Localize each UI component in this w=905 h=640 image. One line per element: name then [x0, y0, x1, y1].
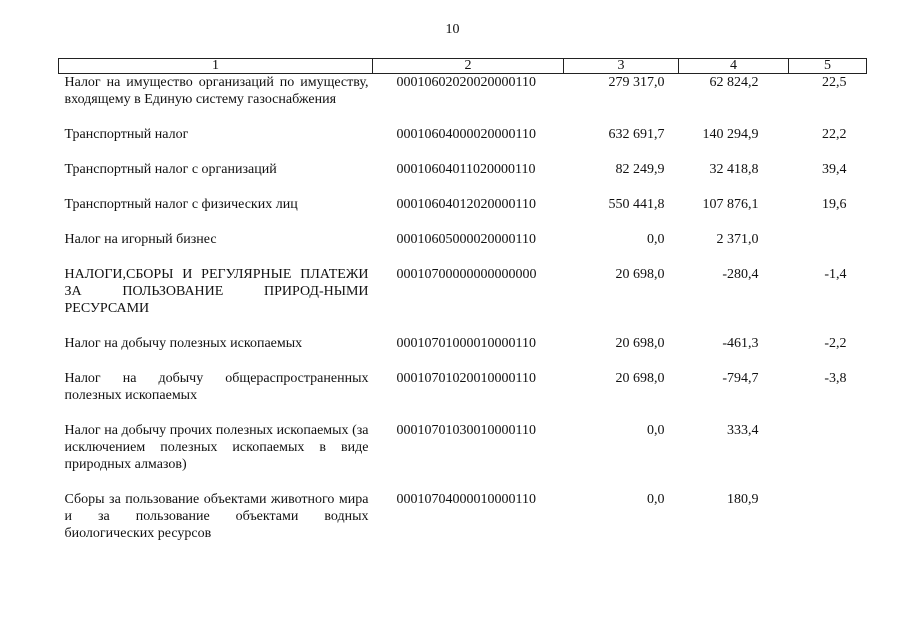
- column-header-5: 5: [789, 59, 867, 74]
- row-col5: -1,4: [824, 267, 847, 282]
- row-col4: 107 876,1: [702, 197, 759, 212]
- row-name: Транспортный налог с организаций: [64, 162, 277, 177]
- column-header-2: 2: [373, 59, 564, 74]
- row-code: 00010701030010000110: [396, 423, 536, 438]
- row-code: 00010701000010000110: [396, 336, 536, 351]
- row-col5: [789, 491, 867, 560]
- page-number: 10: [445, 22, 460, 37]
- row-col4: 140 294,9: [702, 127, 759, 142]
- table-header-row: [59, 59, 867, 74]
- row-col3: 279 317,0: [608, 75, 665, 90]
- row-col5: 19,6: [822, 197, 847, 212]
- table-row: [59, 422, 867, 491]
- row-code: 00010604012020000110: [396, 197, 536, 212]
- row-name: Налог на добычу полезных ископаемых: [64, 336, 303, 351]
- table-row: [59, 231, 867, 266]
- budget-table: [58, 58, 867, 560]
- row-col4: -461,3: [722, 336, 759, 351]
- row-code: 00010604000020000110: [396, 127, 536, 142]
- row-code: 00010701020010000110: [396, 371, 536, 386]
- row-col5: -3,8: [824, 371, 847, 386]
- row-code: 00010700000000000000: [396, 267, 537, 282]
- table-row: [59, 126, 867, 161]
- row-col4: -280,4: [722, 267, 759, 282]
- row-col3: 20 698,0: [615, 336, 665, 351]
- row-col5: 22,5: [822, 75, 847, 90]
- row-name: Налог на добычу общераспространенных полезных ископаемых: [64, 371, 369, 403]
- row-name: Транспортный налог с физических лиц: [64, 197, 298, 212]
- table-row: [59, 161, 867, 196]
- row-col4: 62 824,2: [709, 75, 759, 90]
- row-col3: 0,0: [647, 232, 665, 247]
- row-code: 00010602020020000110: [396, 75, 536, 90]
- row-col5: 22,2: [822, 127, 847, 142]
- row-col5: [789, 231, 867, 266]
- row-col4: 2 371,0: [716, 232, 759, 247]
- row-col3: 20 698,0: [615, 267, 665, 282]
- column-header-4: 4: [679, 59, 789, 74]
- row-col3: 0,0: [647, 492, 665, 507]
- row-name: Налог на игорный бизнес: [64, 232, 217, 247]
- row-code: 00010604011020000110: [396, 162, 536, 177]
- row-code: 00010605000020000110: [396, 232, 536, 247]
- row-col3: 82 249,9: [615, 162, 665, 177]
- column-header-3: 3: [564, 59, 679, 74]
- row-col4: 32 418,8: [709, 162, 759, 177]
- row-col5: -2,2: [824, 336, 847, 351]
- row-col3: 550 441,8: [608, 197, 665, 212]
- table-row: [59, 266, 867, 335]
- table-row: [59, 335, 867, 370]
- row-name: Налог на имущество организаций по имуществу, входящему в Единую систему газоснабжения: [64, 75, 369, 107]
- row-col3: 0,0: [647, 423, 665, 438]
- column-header-1: 1: [59, 59, 373, 74]
- table-row: [59, 370, 867, 422]
- row-col5: [789, 422, 867, 491]
- table-row: [59, 196, 867, 231]
- table-row: [59, 74, 867, 127]
- row-name: НАЛОГИ,СБОРЫ И РЕГУЛЯРНЫЕ ПЛАТЕЖИ ЗА ПОЛЬЗОВАНИЕ ПРИРОД-НЫМИ РЕСУРСАМИ: [64, 267, 369, 316]
- row-col5: 39,4: [822, 162, 847, 177]
- row-col3: 632 691,7: [608, 127, 665, 142]
- table-row: [59, 491, 867, 560]
- row-col4: 180,9: [727, 492, 759, 507]
- row-name: Сборы за пользование объектами животного мира и за пользование объектами водных биологических ресурсов: [64, 492, 369, 541]
- row-col3: 20 698,0: [615, 371, 665, 386]
- row-col4: 333,4: [727, 423, 759, 438]
- row-name: Транспортный налог: [64, 127, 189, 142]
- row-code: 00010704000010000110: [396, 492, 536, 507]
- row-col4: -794,7: [722, 371, 759, 386]
- row-name: Налог на добычу прочих полезных ископаемых (за исключением полезных ископаемых в виде природных алмазов): [64, 423, 369, 472]
